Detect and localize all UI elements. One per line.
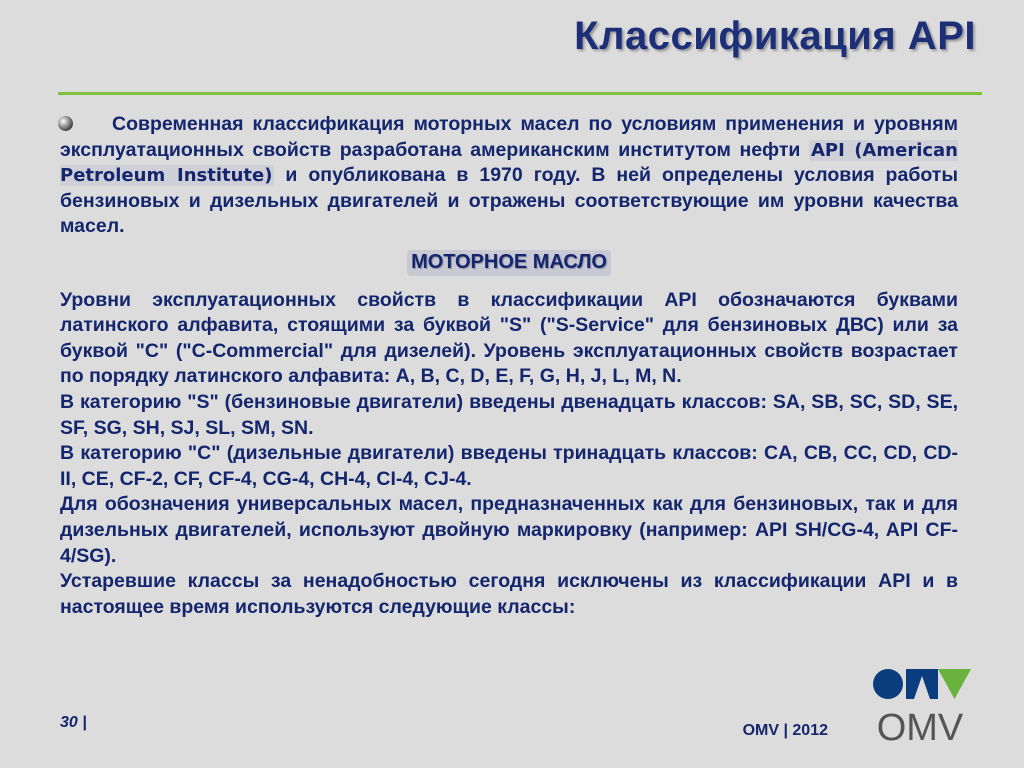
paragraph-levels: Уровни эксплуатационных свойств в классификации API обозначаются буквами латинского алфавита, стоящими за буквой "S" ("S-Service" для бензиновых ДВС) или за буквой "C" ("C-Commercial" для дизелей). Уровень эксплуатационных свойств возрастает по порядку латинского алфавита: A, B, C, D, E, F, G, H, J, L, M, N. <box>60 288 958 388</box>
bullet-icon <box>58 116 73 131</box>
omv-logo-icon <box>868 664 972 744</box>
paragraph-obsolete: Устаревшие классы за ненадобностью сегодня исключены из классификации API и в настоящее время используются следующие классы: <box>60 570 958 618</box>
paragraph-universal: Для обозначения универсальных масел, предназначенных как для бензиновых, так и для дизельных двигателей, используют двойную маркировку (например: API SH/CG-4, API CF-4/SG). <box>60 493 958 567</box>
intro-paragraph <box>60 112 958 240</box>
main-content <box>60 112 958 620</box>
title-divider <box>58 92 982 95</box>
paragraph-c-category: В категорию "C" (дизельные двигатели) введены тринадцать классов: CA, CB, CC, CD, CD-II, CE, CF-2, CF, CF-4, CG-4, CH-4, CI-4, CJ-4. <box>60 442 958 490</box>
section-heading: МОТОРНОЕ МАСЛО <box>60 250 958 276</box>
page-number: 30 | <box>60 714 87 731</box>
page-title: Классификация API <box>574 14 976 58</box>
intro-text-after: и опубликована в 1970 году. В ней определены условия работы бензиновых и дизельных двигателей и отражены соответствующие им уровни качества масел. <box>60 164 958 238</box>
logo-wordmark: OMV <box>876 707 964 744</box>
footer-brand: OMV | 2012 <box>742 722 828 739</box>
paragraph-s-category: В категорию "S" (бензиновые двигатели) введены двенадцать классов: SA, SB, SC, SD, SE, SF, SG, SH, SJ, SL, SM, SN. <box>60 390 958 439</box>
intro-text-before: Современная классификация моторных масел по условиям применения и уровням эксплуатационных свойств разработана американским институтом нефти <box>60 113 958 161</box>
api-highlight: API (American Petroleum Institute) <box>60 139 958 187</box>
